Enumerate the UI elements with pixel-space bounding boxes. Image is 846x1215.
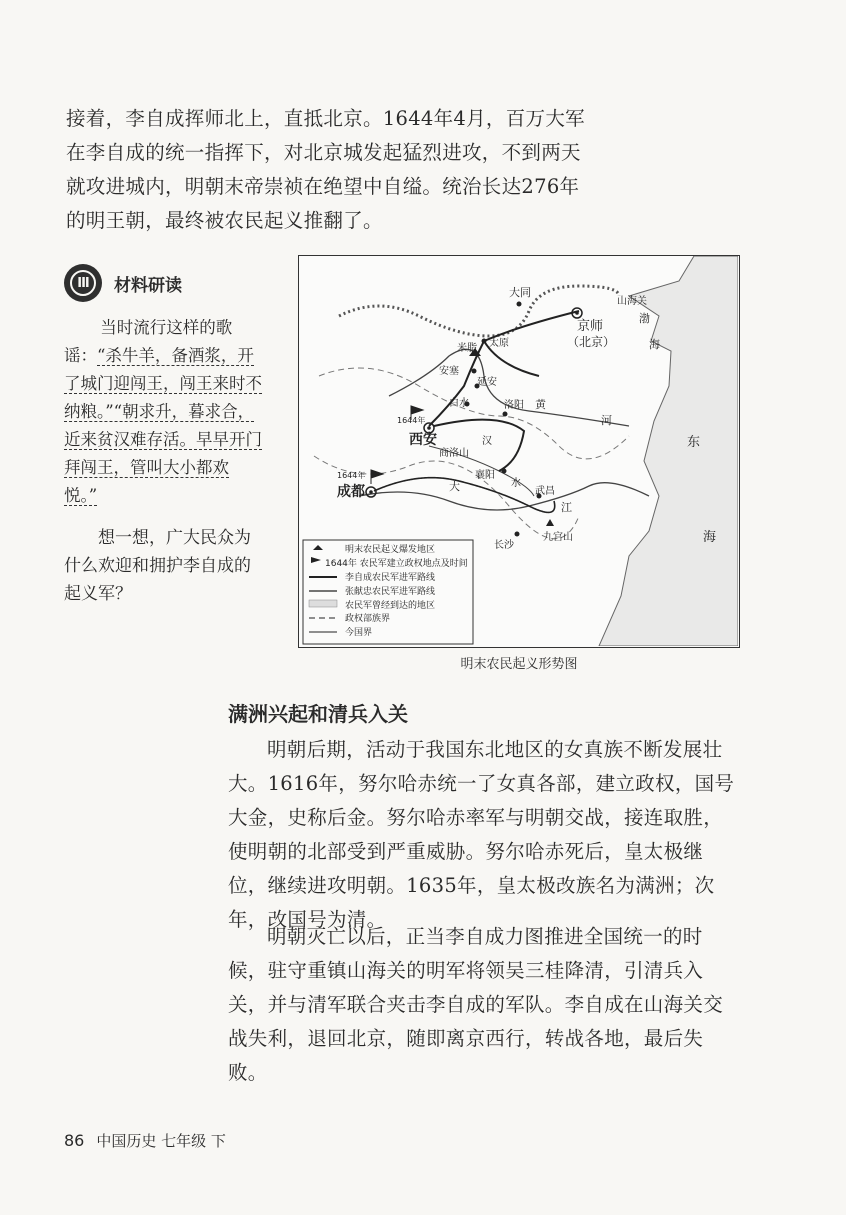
folk-song-text: [64, 314, 262, 510]
body-paragraph: 明朝灭亡以后，正当李自成力图推进全国统一的时候，驻守重镇山海关的明军将领吴三桂降清，引清兵入关，并与清军联合夹击李自成的军队。李自成在山海关交战失利，退回北京，随即离京西行，转战各地，最后失败。: [228, 925, 724, 1084]
intro-paragraph: 接着，李自成挥师北上，直抵北京。1644年4月，百万大军在李自成的统一指挥下，对北京城发起猛烈进攻，不到两天就攻进城内，明朝末帝崇祯在绝望中自缢。统治长达276年的明王朝，最终被农民起义推翻了。: [66, 107, 585, 232]
label-mizhi: 米脂: [457, 343, 477, 354]
label-jingshi: 京师: [577, 319, 604, 334]
label-jiugongshan: 九宫山: [543, 532, 573, 543]
page-footer: [64, 1130, 226, 1151]
label-hai: 海: [649, 338, 660, 351]
label-xian: 西安: [409, 432, 437, 448]
map-drawing: [299, 256, 738, 646]
section-badge-icon: [64, 264, 102, 302]
label-yanan: 延安: [477, 377, 497, 388]
regime-flag-icon: [371, 470, 383, 484]
material-study-title: 材料研读: [114, 275, 182, 296]
book-title: 中国历史 七年级 下: [96, 1132, 226, 1150]
city-dot: [503, 412, 508, 417]
material-study-header: [64, 262, 262, 304]
li-zicheng-route: [434, 420, 524, 471]
label-shanhaiguan: 山海关: [617, 296, 647, 307]
province-border: [319, 368, 629, 459]
city-dot: [502, 469, 507, 474]
coastline: [599, 256, 738, 646]
label-luoyang: 洛阳: [504, 400, 524, 411]
legend-item: 张献忠农民军进军路线: [345, 587, 436, 597]
label-shui: 水: [511, 478, 521, 489]
label-changsha: 长沙: [494, 540, 514, 551]
label-ansai: 安塞: [439, 366, 459, 377]
label-datong: 大同: [509, 286, 531, 299]
label-huang: 黄: [535, 398, 546, 411]
label-beijing: （北京）: [567, 335, 616, 349]
think-question: 想一想，广大民众为什么欢迎和拥护李自成的起义军？: [64, 528, 251, 604]
city-dot: [517, 302, 522, 307]
map-caption: 明末农民起义形势图: [460, 657, 578, 672]
page-number: 86: [64, 1131, 85, 1150]
city-dot: [515, 532, 520, 537]
folk-song-intro: 当时流行这样的歌谣：: [64, 318, 233, 365]
label-chengdu: 成都: [337, 484, 365, 500]
city-dot: [482, 339, 487, 344]
city-dot: [472, 369, 477, 374]
legend-item: 1644年 农民军建立政权地点及时间: [325, 559, 468, 569]
label-xiangyang: 襄阳: [475, 470, 495, 481]
label-bo: 渤: [639, 312, 650, 325]
label-jiang: 江: [561, 501, 572, 514]
label-da: 大: [449, 480, 460, 493]
folk-song-quote: “杀牛羊，备酒浆，开了城门迎闯王，闯王来时不纳粮。”“朝求升，暮求合，近来贫汉难存活。早早开门拜闯王，管叫大小都欢悦。”: [64, 346, 262, 505]
yangtze-river: [359, 483, 649, 510]
label-year-xian: 1644年: [397, 416, 426, 425]
zhang-xianzhong-route: [374, 478, 555, 513]
label-han: 汉: [482, 436, 492, 447]
legend-item: 今国界: [345, 628, 373, 638]
badge-numeral: III: [70, 270, 96, 296]
label-shangluoshan: 商洛山: [439, 448, 469, 459]
legend-item: 政权部族界: [345, 614, 391, 624]
label-donghai: 海: [703, 530, 717, 545]
label-taiyuan: 太原: [489, 338, 509, 349]
section-heading: 满洲兴起和清兵入关: [228, 702, 408, 726]
label-wuchang: 武昌: [535, 486, 555, 497]
legend-reached-area-icon: [309, 600, 337, 607]
legend-item: 李自成农民军进军路线: [345, 573, 436, 583]
uprising-mark-icon: [546, 519, 554, 526]
material-study-box: [64, 262, 262, 608]
label-dong: 东: [687, 435, 701, 450]
label-baishui: 白水: [449, 398, 469, 409]
yellow-river: [389, 349, 629, 426]
legend-item: 明末农民起义爆发地区: [345, 545, 436, 555]
label-he: 河: [601, 414, 612, 427]
uprising-map: [298, 255, 740, 648]
legend-item: 农民军曾经到达的地区: [345, 601, 436, 611]
body-paragraph: 明朝后期，活动于我国东北地区的女真族不断发展壮大。1616年，努尔哈赤统一了女真各部，建立政权，国号大金，史称后金。努尔哈赤率军与明朝交战，接连取胜，使明朝的北部受到严重威胁。努尔哈赤死后，皇太极继位，继续进攻明朝。1635年，皇太极改族名为满洲；次年，改国号为清。: [228, 738, 735, 931]
label-year-chengdu: 1644年: [337, 471, 366, 480]
